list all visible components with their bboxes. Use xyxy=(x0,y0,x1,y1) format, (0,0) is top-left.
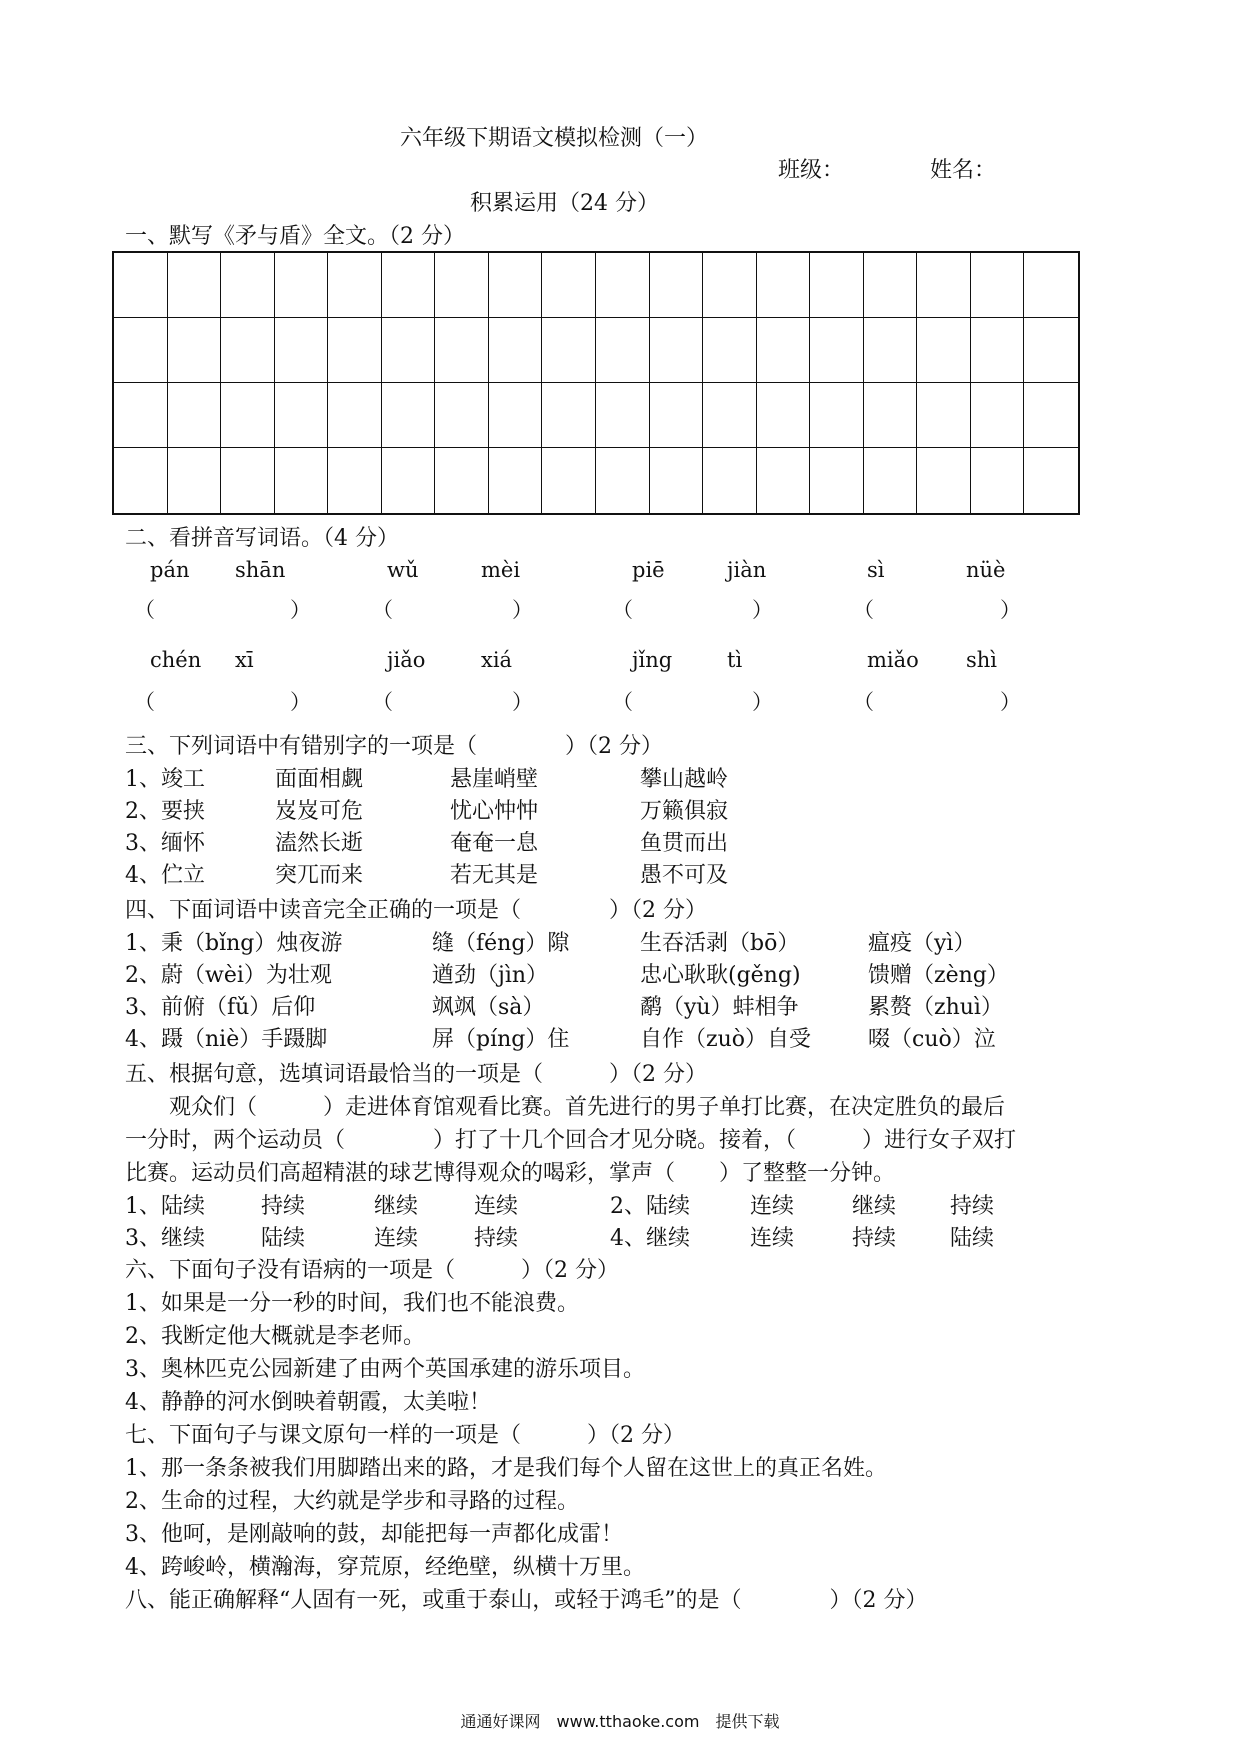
q5-option-cell: 持续 xyxy=(950,1194,995,1219)
answer-bracket-close: ） xyxy=(290,690,311,714)
q3-option-cell: 面面相觑 xyxy=(275,767,364,792)
grid-cell[interactable] xyxy=(810,253,864,318)
grid-cell[interactable] xyxy=(757,448,811,513)
q3-option-cell: 2、要挟 xyxy=(125,799,205,824)
grid-cell[interactable] xyxy=(382,448,436,513)
grid-cell[interactable] xyxy=(864,318,918,383)
grid-cell[interactable] xyxy=(971,448,1025,513)
q4-option-cell: 累赘（zhuì） xyxy=(868,995,1003,1020)
grid-cell[interactable] xyxy=(864,253,918,318)
question-4: 四、下面词语中读音完全正确的一项是（ ）（2 分） xyxy=(125,898,707,923)
q5-option-cell: 陆续 xyxy=(261,1226,306,1251)
q5-option-cell: 连续 xyxy=(474,1194,519,1219)
answer-blank[interactable] xyxy=(394,596,512,624)
q5-option-cell: 持续 xyxy=(261,1194,306,1219)
grid-cell[interactable] xyxy=(221,318,275,383)
q4-option-cell: 馈赠（zèng） xyxy=(868,963,1009,988)
grid-cell[interactable] xyxy=(542,448,596,513)
answer-bracket-close: ） xyxy=(512,690,533,714)
grid-cell[interactable] xyxy=(275,383,329,448)
grid-cell[interactable] xyxy=(757,253,811,318)
pinyin-syllable: wǔ xyxy=(387,558,419,582)
q3-option-cell: 突兀而来 xyxy=(275,863,364,888)
q4-option-cell: 啜（cuò）泣 xyxy=(868,1027,996,1052)
pinyin-syllable: tì xyxy=(727,648,743,672)
q5-option-cell: 继续 xyxy=(852,1194,897,1219)
q5-option-cell: 继续 xyxy=(374,1194,419,1219)
grid-cell[interactable] xyxy=(435,318,489,383)
writing-grid[interactable] xyxy=(112,251,1080,515)
q7-option-3: 3、他呵，是刚敲响的鼓，却能把每一声都化成雷！ xyxy=(125,1522,623,1547)
pinyin-syllable: shì xyxy=(966,648,998,672)
q5-option-cell: 1、陆续 xyxy=(125,1194,205,1219)
grid-cell[interactable] xyxy=(757,318,811,383)
grid-cell[interactable] xyxy=(168,253,222,318)
q3-option-cell: 愚不可及 xyxy=(640,863,729,888)
grid-cell[interactable] xyxy=(221,253,275,318)
q5-option-cell: 持续 xyxy=(852,1226,897,1251)
grid-cell[interactable] xyxy=(489,318,543,383)
grid-cell[interactable] xyxy=(703,383,757,448)
grid-cell[interactable] xyxy=(275,253,329,318)
answer-blank[interactable] xyxy=(634,596,752,624)
pinyin-syllable: chén xyxy=(150,648,202,672)
answer-bracket-open: （ xyxy=(853,598,874,622)
q3-option-cell: 忧心忡忡 xyxy=(450,799,539,824)
grid-cell[interactable] xyxy=(810,448,864,513)
question-6: 六、下面句子没有语病的一项是（ ）（2 分） xyxy=(125,1258,619,1283)
grid-cell[interactable] xyxy=(864,448,918,513)
grid-cell[interactable] xyxy=(435,383,489,448)
q4-option-cell: 生吞活剥（bō） xyxy=(640,931,800,956)
grid-cell[interactable] xyxy=(810,383,864,448)
q4-option-cell: 忠心耿耿(gěng) xyxy=(640,963,801,988)
pinyin-syllable: piē xyxy=(632,558,665,582)
q4-option-cell: 自作（zuò）自受 xyxy=(640,1027,812,1052)
grid-cell[interactable] xyxy=(810,318,864,383)
q4-option-cell: 遒劲（jìn） xyxy=(432,963,549,988)
grid-cell[interactable] xyxy=(275,448,329,513)
pinyin-syllable: nüè xyxy=(966,558,1006,582)
q5-option-cell: 3、继续 xyxy=(125,1226,205,1251)
answer-blank[interactable] xyxy=(875,596,1000,624)
grid-cell[interactable] xyxy=(168,383,222,448)
question-2: 二、看拼音写词语。（4 分） xyxy=(125,526,399,551)
question-3: 三、下列词语中有错别字的一项是（ ）（2 分） xyxy=(125,734,663,759)
pinyin-syllable: jiàn xyxy=(727,558,767,582)
grid-cell[interactable] xyxy=(917,318,971,383)
q4-option-cell: 2、蔚（wèi）为壮观 xyxy=(125,963,332,988)
q3-option-cell: 3、缅怀 xyxy=(125,831,205,856)
q3-option-cell: 鱼贯而出 xyxy=(640,831,729,856)
q7-option-1: 1、那一条条被我们用脚踏出来的路，才是我们每个人留在这世上的真正名姓。 xyxy=(125,1456,887,1481)
grid-cell[interactable] xyxy=(1024,318,1078,383)
answer-bracket-open: （ xyxy=(372,598,393,622)
answer-bracket-open: （ xyxy=(612,690,633,714)
answer-bracket-open: （ xyxy=(372,690,393,714)
grid-cell[interactable] xyxy=(596,253,650,318)
question-8: 八、能正确解释“人固有一死，或重于泰山，或轻于鸿毛”的是（ ）（2 分） xyxy=(125,1588,928,1613)
q7-option-4: 4、跨峻岭，横瀚海，穿荒原，经绝壁，纵横十万里。 xyxy=(125,1555,645,1580)
q3-option-cell: 4、伫立 xyxy=(125,863,205,888)
grid-cell[interactable] xyxy=(650,448,704,513)
grid-cell[interactable] xyxy=(542,253,596,318)
answer-blank[interactable] xyxy=(394,688,512,716)
answer-bracket-close: ） xyxy=(1000,598,1021,622)
grid-cell[interactable] xyxy=(650,318,704,383)
class-label: 班级： xyxy=(778,158,845,183)
grid-cell[interactable] xyxy=(917,253,971,318)
question-7: 七、下面句子与课文原句一样的一项是（ ）（2 分） xyxy=(125,1423,685,1448)
pinyin-syllable: shān xyxy=(235,558,286,582)
grid-cell[interactable] xyxy=(489,448,543,513)
q5-option-cell: 4、继续 xyxy=(610,1226,690,1251)
q3-option-cell: 奄奄一息 xyxy=(450,831,539,856)
q6-option-2: 2、我断定他大概就是李老师。 xyxy=(125,1324,425,1349)
q4-option-cell: 缝（féng）隙 xyxy=(432,931,570,956)
q4-option-cell: 鹬（yù）蚌相争 xyxy=(640,995,799,1020)
grid-cell[interactable] xyxy=(489,383,543,448)
q7-option-2: 2、生命的过程，大约就是学步和寻路的过程。 xyxy=(125,1489,579,1514)
answer-bracket-close: ） xyxy=(1000,690,1021,714)
grid-cell[interactable] xyxy=(435,253,489,318)
name-label: 姓名： xyxy=(930,158,997,183)
grid-cell[interactable] xyxy=(382,253,436,318)
pinyin-syllable: jǐng xyxy=(632,648,673,672)
grid-cell[interactable] xyxy=(1024,448,1078,513)
q4-option-cell: 4、蹑（niè）手蹑脚 xyxy=(125,1027,328,1052)
grid-cell[interactable] xyxy=(114,383,168,448)
answer-blank[interactable] xyxy=(156,596,290,624)
grid-cell[interactable] xyxy=(1024,383,1078,448)
grid-cell[interactable] xyxy=(1024,253,1078,318)
grid-cell[interactable] xyxy=(328,318,382,383)
q6-option-1: 1、如果是一分一秒的时间，我们也不能浪费。 xyxy=(125,1291,579,1316)
pinyin-syllable: sì xyxy=(867,558,885,582)
answer-blank[interactable] xyxy=(875,688,1000,716)
q5-option-cell: 2、陆续 xyxy=(610,1194,690,1219)
pinyin-syllable: mèi xyxy=(481,558,521,582)
grid-cell[interactable] xyxy=(703,253,757,318)
grid-cell[interactable] xyxy=(435,448,489,513)
q5-option-cell: 陆续 xyxy=(950,1226,995,1251)
grid-cell[interactable] xyxy=(650,383,704,448)
grid-cell[interactable] xyxy=(917,448,971,513)
grid-cell[interactable] xyxy=(382,318,436,383)
grid-cell[interactable] xyxy=(168,448,222,513)
grid-cell[interactable] xyxy=(221,448,275,513)
answer-bracket-open: （ xyxy=(612,598,633,622)
grid-cell[interactable] xyxy=(971,253,1025,318)
q3-option-cell: 攀山越岭 xyxy=(640,767,729,792)
answer-bracket-close: ） xyxy=(752,690,773,714)
grid-cell[interactable] xyxy=(703,318,757,383)
q3-option-cell: 若无其是 xyxy=(450,863,539,888)
grid-cell[interactable] xyxy=(917,383,971,448)
answer-blank[interactable] xyxy=(634,688,752,716)
pinyin-syllable: xī xyxy=(235,648,254,672)
q4-option-cell: 屏（píng）住 xyxy=(432,1027,570,1052)
q5-option-cell: 连续 xyxy=(750,1194,795,1219)
grid-cell[interactable] xyxy=(382,383,436,448)
q3-option-cell: 万籁俱寂 xyxy=(640,799,729,824)
grid-cell[interactable] xyxy=(596,448,650,513)
pinyin-syllable: jiǎo xyxy=(387,648,426,672)
answer-bracket-open: （ xyxy=(134,690,155,714)
footer-credit: 通通好课网 www.tthaoke.com 提供下载 xyxy=(460,1712,780,1731)
grid-cell[interactable] xyxy=(971,318,1025,383)
pinyin-syllable: miǎo xyxy=(867,648,919,672)
grid-cell[interactable] xyxy=(221,383,275,448)
passage-line-2: 一分时，两个运动员（ ）打了十几个回合才见分晓。接着，（ ）进行女子双打 xyxy=(125,1128,1017,1153)
grid-cell[interactable] xyxy=(114,253,168,318)
grid-cell[interactable] xyxy=(864,383,918,448)
q5-option-cell: 持续 xyxy=(474,1226,519,1251)
grid-cell[interactable] xyxy=(650,253,704,318)
grid-cell[interactable] xyxy=(971,383,1025,448)
answer-bracket-close: ） xyxy=(752,598,773,622)
pinyin-syllable: pán xyxy=(150,558,190,582)
q5-option-cell: 连续 xyxy=(374,1226,419,1251)
grid-cell[interactable] xyxy=(489,253,543,318)
passage-line-1: 观众们（ ）走进体育馆观看比赛。首先进行的男子单打比赛，在决定胜负的最后 xyxy=(125,1095,1006,1120)
grid-cell[interactable] xyxy=(542,383,596,448)
grid-cell[interactable] xyxy=(757,383,811,448)
answer-bracket-open: （ xyxy=(853,690,874,714)
page-title: 六年级下期语文模拟检测（一） xyxy=(400,126,709,151)
q4-option-cell: 3、前俯（fǔ）后仰 xyxy=(125,995,316,1020)
q4-option-cell: 飒飒（sà） xyxy=(432,995,545,1020)
pinyin-syllable: xiá xyxy=(481,648,513,672)
q3-option-cell: 1、竣工 xyxy=(125,767,205,792)
q4-option-cell: 1、秉（bǐng）烛夜游 xyxy=(125,931,343,956)
grid-cell[interactable] xyxy=(275,318,329,383)
q6-option-3: 3、奥林匹克公园新建了由两个英国承建的游乐项目。 xyxy=(125,1357,645,1382)
grid-cell[interactable] xyxy=(328,448,382,513)
question-1: 一、默写《矛与盾》全文。（2 分） xyxy=(125,224,465,249)
grid-cell[interactable] xyxy=(596,383,650,448)
q5-option-cell: 连续 xyxy=(750,1226,795,1251)
answer-bracket-close: ） xyxy=(512,598,533,622)
grid-cell[interactable] xyxy=(703,448,757,513)
q6-option-4: 4、静静的河水倒映着朝霞，太美啦！ xyxy=(125,1390,491,1415)
answer-blank[interactable] xyxy=(156,688,290,716)
grid-cell[interactable] xyxy=(114,448,168,513)
grid-cell[interactable] xyxy=(114,318,168,383)
grid-cell[interactable] xyxy=(328,253,382,318)
q3-option-cell: 岌岌可危 xyxy=(275,799,364,824)
section-title: 积累运用（24 分） xyxy=(470,191,659,216)
grid-cell[interactable] xyxy=(168,318,222,383)
q4-option-cell: 瘟疫（yì） xyxy=(868,931,976,956)
grid-cell[interactable] xyxy=(542,318,596,383)
grid-cell[interactable] xyxy=(596,318,650,383)
answer-bracket-open: （ xyxy=(134,598,155,622)
question-5: 五、根据句意，选填词语最恰当的一项是（ ）（2 分） xyxy=(125,1062,707,1087)
q3-option-cell: 溘然长逝 xyxy=(275,831,364,856)
passage-line-3: 比赛。运动员们高超精湛的球艺博得观众的喝彩，掌声（ ）了整整一分钟。 xyxy=(125,1161,896,1186)
grid-cell[interactable] xyxy=(328,383,382,448)
answer-bracket-close: ） xyxy=(290,598,311,622)
q3-option-cell: 悬崖峭壁 xyxy=(450,767,539,792)
